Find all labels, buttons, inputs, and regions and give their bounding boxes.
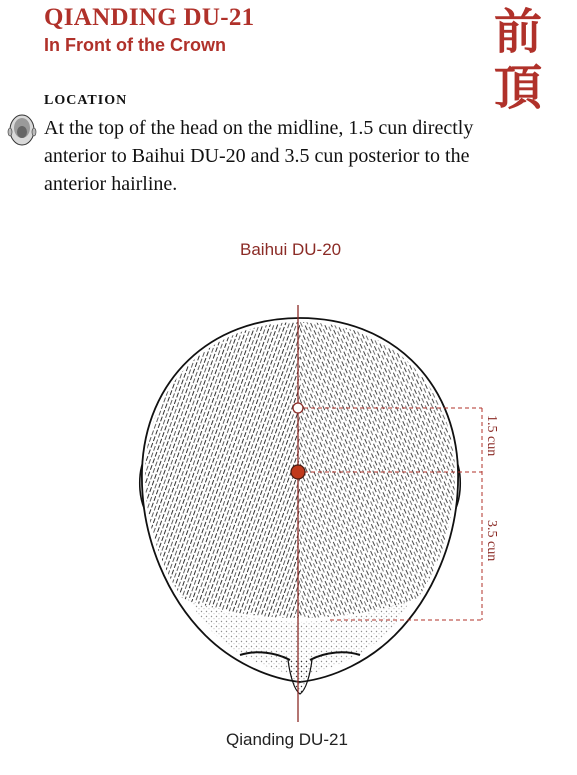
location-description: At the top of the head on the midline, 1.5 cun directly anterior to Baihui DU-20 and 3.5 cun posterior to the anterior hairline.	[44, 117, 474, 195]
head-diagram	[0, 230, 577, 775]
location-heading: LOCATION	[44, 93, 128, 108]
page-subtitle: In Front of the Crown	[44, 35, 226, 55]
page-title: QIANDING DU-21	[44, 4, 255, 31]
head-location-icon	[7, 112, 37, 148]
chinese-characters	[488, 4, 548, 116]
measure-label-1: 1.5 cun	[484, 415, 499, 457]
baihui-point	[293, 403, 303, 413]
measure-label-2: 3.5 cun	[484, 520, 499, 562]
qianding-label: Qianding DU-21	[226, 730, 348, 749]
baihui-label: Baihui DU-20	[240, 240, 342, 259]
qianding-point	[291, 465, 305, 479]
nose	[288, 660, 312, 694]
chinese-char-1: 前	[493, 4, 542, 60]
chinese-char-2: 頂	[493, 60, 542, 116]
